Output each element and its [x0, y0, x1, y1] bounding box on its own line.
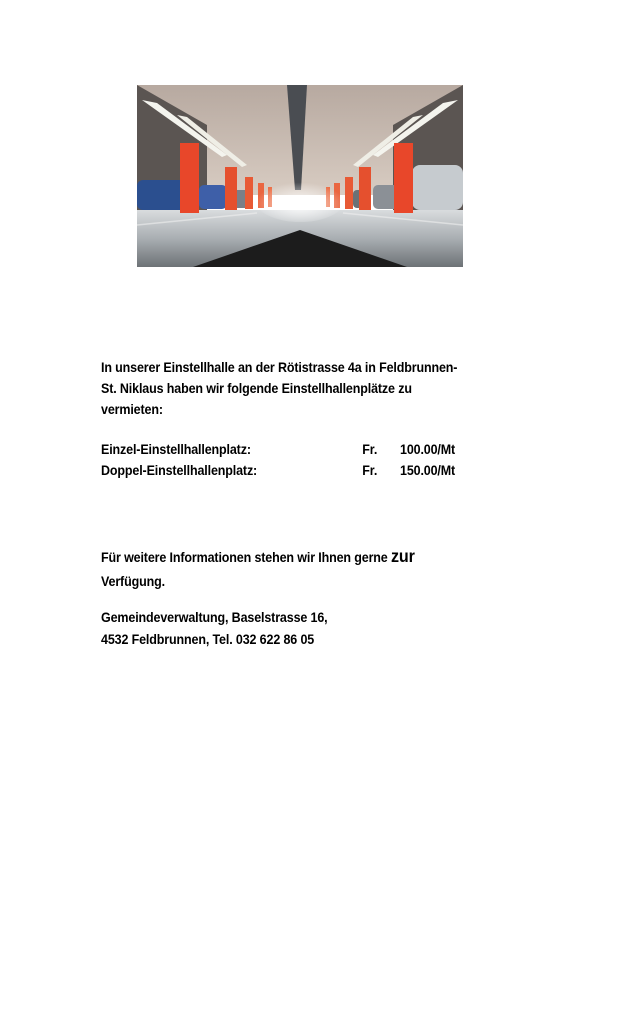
intro-line: St. Niklaus haben wir folgende Einstellhallenplätze zu	[101, 381, 412, 396]
price-label: Einzel-Einstellhallenplatz:	[101, 442, 251, 457]
address-line: Gemeindeverwaltung, Baselstrasse 16,	[101, 610, 328, 625]
info-line: Verfügung.	[101, 574, 165, 589]
price-currency: Fr.	[362, 463, 378, 478]
parking-garage-illustration	[137, 85, 463, 267]
info-paragraph	[101, 544, 506, 594]
price-amount: 100.00/Mt	[400, 442, 456, 457]
price-row-single	[101, 439, 579, 460]
info-big-word: zur	[390, 546, 415, 566]
address-line: 4532 Feldbrunnen, Tel. 032 622 86 05	[101, 632, 315, 647]
intro-line: In unserer Einstellhalle an der Rötistrasse 4a in Feldbrunnen-	[101, 360, 458, 375]
contact-address	[101, 607, 506, 651]
price-label: Doppel-Einstellhallenplatz:	[101, 463, 258, 478]
intro-paragraph	[101, 357, 506, 420]
info-line	[101, 544, 506, 570]
parking-garage-photo	[137, 85, 463, 267]
intro-line: vermieten:	[101, 402, 163, 417]
price-row-double	[101, 460, 579, 481]
info-text: Für weitere Informationen stehen wir Ihnen gerne	[101, 550, 391, 565]
price-list	[101, 439, 579, 481]
price-currency: Fr.	[362, 442, 378, 457]
price-amount: 150.00/Mt	[400, 463, 456, 478]
